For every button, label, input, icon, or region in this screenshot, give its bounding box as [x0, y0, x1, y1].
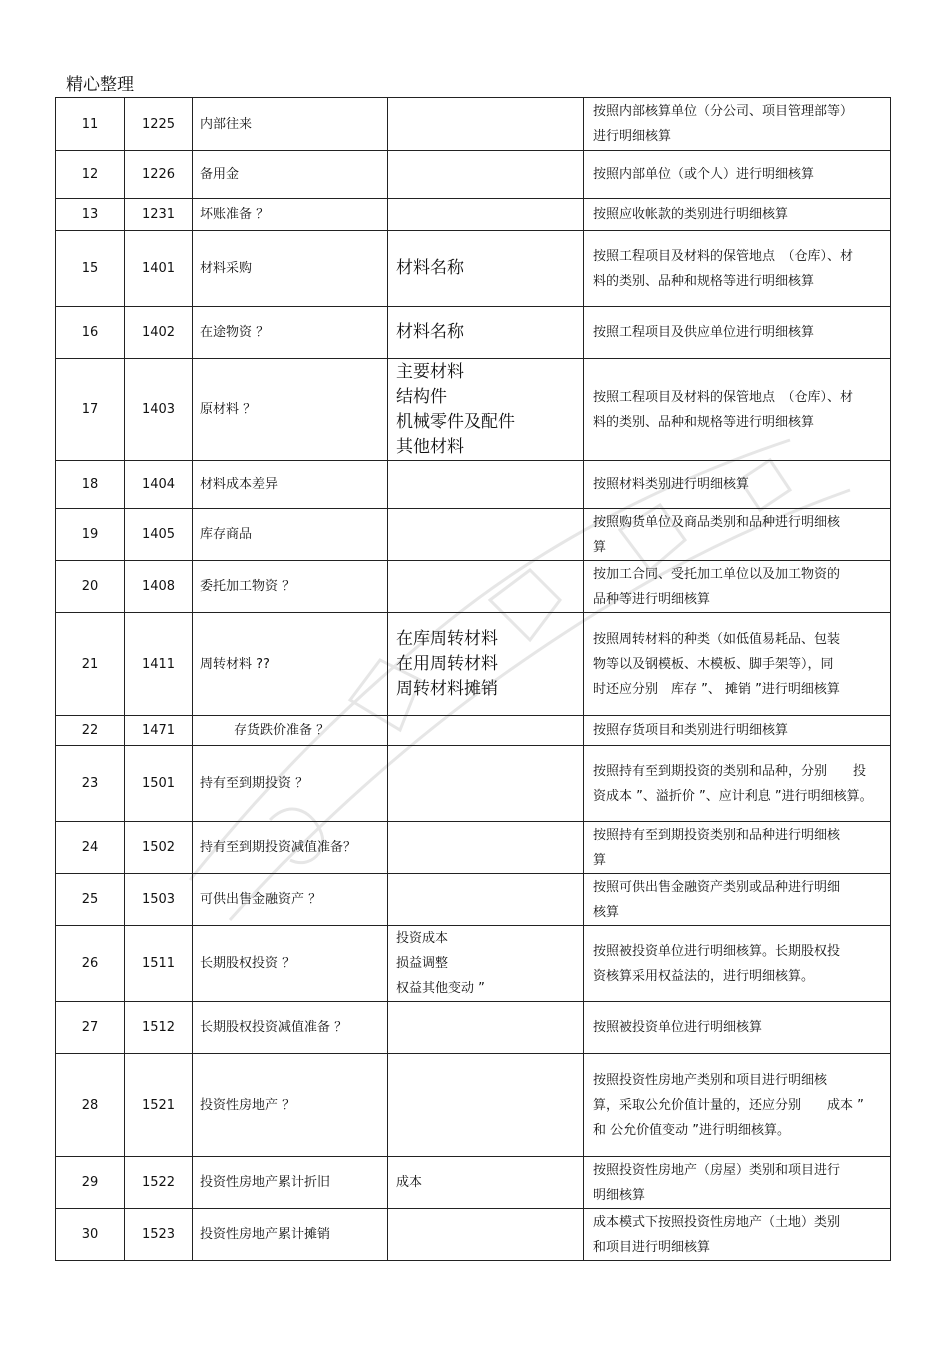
accounting-note-cell — [584, 1002, 891, 1054]
accounting-note-line: 按照工程项目及材料的保管地点 （仓库）、材 — [593, 389, 854, 405]
accounting-note-line: 按照被投资单位进行明细核算。长期股权投 — [593, 943, 841, 959]
account-name-cell — [193, 1157, 388, 1209]
accounting-note-line: 物等以及钢模板、木模板、脚手架等），同 — [593, 656, 834, 672]
seq-cell: 30 — [56, 1209, 125, 1261]
account-code-cell: 1502 — [125, 822, 193, 874]
sub-account-cell — [388, 307, 584, 359]
sub-account-cell — [388, 1209, 584, 1261]
accounting-note-cell — [584, 1157, 891, 1209]
sub-account-cell — [388, 231, 584, 307]
account-name: 材料成本差异 — [200, 477, 279, 492]
page-header-title: 精心整理 — [66, 75, 134, 95]
accounting-note-line: 按照内部单位（或个人）进行明细核算 — [593, 167, 815, 182]
seq-cell: 22 — [56, 716, 125, 746]
account-name: 坏账准备 ？ — [200, 207, 270, 222]
seq-cell: 26 — [56, 926, 125, 1002]
seq-cell: 28 — [56, 1054, 125, 1157]
sub-account-cell — [388, 561, 584, 613]
accounting-note-line: 资成本 ”、溢折价 ”、应计利息 ”进行明细核算。 — [593, 788, 873, 804]
account-code-cell: 1408 — [125, 561, 193, 613]
accounting-note-line: 按照周转材料的种类（如低值易耗品、包装 — [593, 631, 841, 647]
table-row — [56, 307, 891, 359]
accounting-note-line: 明细核算 — [593, 1187, 646, 1203]
table-row — [56, 746, 891, 822]
account-name: 长期股权投资 ？ — [200, 956, 296, 971]
accounting-note-line: 时还应分别 库存 ”、 摊销 ”进行明细核算 — [593, 681, 840, 697]
account-code-cell: 1225 — [125, 98, 193, 151]
accounting-note-line: 按照投资性房地产（房屋）类别和项目进行 — [593, 1162, 841, 1178]
account-name-cell — [193, 561, 388, 613]
sub-account-cell — [388, 874, 584, 926]
accounting-note-line: 和项目进行明细核算 — [593, 1239, 711, 1255]
seq-cell: 27 — [56, 1002, 125, 1054]
accounting-note-line: 算 — [593, 852, 607, 868]
accounting-note-line: 按照持有至到期投资的类别和品种，分别 投 — [593, 763, 867, 779]
accounting-note-line: 按照工程项目及材料的保管地点 （仓库）、材 — [593, 248, 854, 264]
sub-account-cell — [388, 98, 584, 151]
account-code-cell: 1521 — [125, 1054, 193, 1157]
accounting-note-cell — [584, 151, 891, 199]
sub-account-item: 权益其他变动 ” — [396, 981, 485, 996]
account-name-cell — [193, 509, 388, 561]
seq-cell: 29 — [56, 1157, 125, 1209]
account-code-cell: 1403 — [125, 359, 193, 461]
account-name-cell — [193, 822, 388, 874]
table-row — [56, 613, 891, 716]
account-name-cell — [193, 151, 388, 199]
account-name: 持有至到期投资减值准备？ — [200, 840, 357, 855]
accounting-note-cell — [584, 613, 891, 716]
sub-account-item: 材料名称 — [396, 322, 464, 342]
seq-cell: 21 — [56, 613, 125, 716]
account-name-cell — [193, 307, 388, 359]
accounting-note-line: 按照被投资单位进行明细核算 — [593, 1020, 763, 1035]
account-name: 持有至到期投资 ？ — [200, 776, 309, 791]
sub-account-cell — [388, 746, 584, 822]
seq-cell: 15 — [56, 231, 125, 307]
account-name: 备用金 — [200, 167, 240, 182]
accounting-note-line: 和 公允价值变动 ”进行明细核算。 — [593, 1122, 790, 1138]
account-name: 投资性房地产累计摊销 — [200, 1227, 331, 1242]
accounting-note-cell — [584, 716, 891, 746]
accounting-note-line: 核算 — [593, 904, 620, 920]
account-name-cell — [193, 716, 388, 746]
accounting-note-cell — [584, 1054, 891, 1157]
table-row — [56, 231, 891, 307]
seq-cell: 12 — [56, 151, 125, 199]
seq-cell: 25 — [56, 874, 125, 926]
account-code-cell: 1401 — [125, 231, 193, 307]
accounting-note-line: 成本模式下按照投资性房地产（土地）类别 — [593, 1214, 841, 1230]
accounting-note-line: 按照可供出售金融资产类别或品种进行明细 — [593, 879, 841, 895]
accounting-note-cell — [584, 231, 891, 307]
sub-account-item: 在库周转材料 — [396, 628, 498, 649]
accounting-note-line: 进行明细核算 — [593, 129, 672, 144]
account-name: 投资性房地产累计折旧 — [200, 1175, 331, 1190]
sub-account-item: 结构件 — [396, 386, 447, 407]
seq-cell: 24 — [56, 822, 125, 874]
sub-account-item: 投资成本 — [396, 931, 449, 946]
accounting-note-line: 按照内部核算单位（分公司、项目管理部等） — [593, 104, 854, 119]
table-row — [56, 1054, 891, 1157]
table-row — [56, 509, 891, 561]
accounting-note-cell — [584, 98, 891, 151]
accounting-note-line: 按照工程项目及供应单位进行明细核算 — [593, 325, 815, 340]
account-code-cell: 1226 — [125, 151, 193, 199]
sub-account-item: 在用周转材料 — [396, 653, 498, 674]
sub-account-item: 损益调整 — [396, 956, 449, 971]
account-name: 可供出售金融资产 ？ — [200, 892, 322, 907]
seq-cell: 23 — [56, 746, 125, 822]
account-name: 周转材料 ?? — [200, 656, 270, 672]
seq-cell: 20 — [56, 561, 125, 613]
sub-account-cell — [388, 1002, 584, 1054]
table-row — [56, 98, 891, 151]
sub-account-item: 材料名称 — [396, 258, 464, 278]
table-row — [56, 151, 891, 199]
sub-account-item: 成本 — [396, 1175, 423, 1190]
account-name-cell — [193, 199, 388, 231]
account-name-cell — [193, 874, 388, 926]
accounting-note-line: 料的类别、品种和规格等进行明细核算 — [593, 414, 815, 430]
sub-account-item: 其他材料 — [396, 436, 464, 457]
accounting-note-line: 品种等进行明细核算 — [593, 591, 711, 607]
accounting-note-line: 按照应收帐款的类别进行明细核算 — [593, 207, 789, 222]
seq-cell: 19 — [56, 509, 125, 561]
account-code-cell: 1501 — [125, 746, 193, 822]
accounting-note-line: 按照存货项目和类别进行明细核算 — [593, 723, 789, 738]
accounting-note-line: 按加工合同、受托加工单位以及加工物资的 — [593, 566, 841, 582]
accounting-note-cell — [584, 307, 891, 359]
accounting-note-line: 按照投资性房地产类别和项目进行明细核 — [593, 1072, 828, 1088]
account-name: 原材料 ？ — [200, 402, 257, 417]
table-row — [56, 1157, 891, 1209]
account-code-cell: 1405 — [125, 509, 193, 561]
table-row — [56, 359, 891, 461]
accounting-note-cell — [584, 1209, 891, 1261]
account-code-cell: 1471 — [125, 716, 193, 746]
seq-cell: 17 — [56, 359, 125, 461]
accounting-note-line: 按照购货单位及商品类别和品种进行明细核 — [593, 514, 841, 530]
sub-account-cell — [388, 613, 584, 716]
seq-cell: 16 — [56, 307, 125, 359]
account-name-cell — [193, 926, 388, 1002]
account-name: 内部往来 — [200, 116, 253, 132]
account-code-cell: 1404 — [125, 461, 193, 509]
sub-account-cell — [388, 1054, 584, 1157]
table-row — [56, 822, 891, 874]
table-row — [56, 926, 891, 1002]
accounting-note-line: 算 — [593, 539, 607, 555]
accounting-note-cell — [584, 822, 891, 874]
sub-account-cell — [388, 151, 584, 199]
sub-account-cell — [388, 199, 584, 231]
accounting-note-cell — [584, 461, 891, 509]
seq-cell: 13 — [56, 199, 125, 231]
account-code-cell: 1511 — [125, 926, 193, 1002]
sub-account-item: 主要材料 — [396, 361, 464, 382]
accounting-note-line: 资核算采用权益法的，进行明细核算。 — [593, 968, 815, 984]
accounting-note-line: 算，采取公允价值计量的，还应分别 成本 ” — [593, 1097, 864, 1113]
sub-account-cell — [388, 1157, 584, 1209]
account-code-cell: 1503 — [125, 874, 193, 926]
account-name-cell — [193, 98, 388, 151]
table-row — [56, 199, 891, 231]
account-name: 存货跌价准备 ？ — [234, 723, 330, 738]
accounting-note-line: 按照材料类别进行明细核算 — [593, 477, 750, 492]
account-code-cell: 1523 — [125, 1209, 193, 1261]
accounting-note-line: 按照持有至到期投资类别和品种进行明细核 — [593, 827, 841, 843]
account-name-cell — [193, 1209, 388, 1261]
sub-account-item: 机械零件及配件 — [396, 411, 515, 432]
account-name: 在途物资 ？ — [200, 325, 270, 340]
seq-cell: 18 — [56, 461, 125, 509]
account-name: 投资性房地产 ？ — [200, 1097, 296, 1113]
accounting-note-cell — [584, 509, 891, 561]
sub-account-item: 周转材料摊销 — [396, 678, 498, 699]
account-name-cell — [193, 1054, 388, 1157]
account-name-cell — [193, 746, 388, 822]
accounting-note-cell — [584, 874, 891, 926]
account-name-cell — [193, 231, 388, 307]
sub-account-cell — [388, 822, 584, 874]
table-row — [56, 1209, 891, 1261]
account-code-cell: 1231 — [125, 199, 193, 231]
table-row — [56, 1002, 891, 1054]
accounting-note-cell — [584, 926, 891, 1002]
account-name-cell — [193, 461, 388, 509]
table-row — [56, 874, 891, 926]
table-row — [56, 561, 891, 613]
account-table-body — [56, 98, 891, 1261]
table-row — [56, 461, 891, 509]
seq-cell: 11 — [56, 98, 125, 151]
sub-account-cell — [388, 359, 584, 461]
account-name-cell — [193, 613, 388, 716]
account-code-cell: 1402 — [125, 307, 193, 359]
table-row — [56, 716, 891, 746]
account-name-cell — [193, 359, 388, 461]
accounting-note-cell — [584, 746, 891, 822]
account-table — [55, 97, 891, 1261]
account-code-cell: 1512 — [125, 1002, 193, 1054]
sub-account-cell — [388, 461, 584, 509]
account-name-cell — [193, 1002, 388, 1054]
sub-account-cell — [388, 926, 584, 1002]
accounting-note-line: 料的类别、品种和规格等进行明细核算 — [593, 273, 815, 289]
account-name: 材料采购 — [200, 261, 253, 276]
account-name: 库存商品 — [200, 527, 253, 542]
sub-account-cell — [388, 509, 584, 561]
account-code-cell: 1411 — [125, 613, 193, 716]
account-code-cell: 1522 — [125, 1157, 193, 1209]
sub-account-cell — [388, 716, 584, 746]
accounting-note-cell — [584, 359, 891, 461]
accounting-note-cell — [584, 199, 891, 231]
account-name: 长期股权投资减值准备 ？ — [200, 1020, 348, 1035]
account-name: 委托加工物资 ？ — [200, 579, 296, 594]
accounting-note-cell — [584, 561, 891, 613]
